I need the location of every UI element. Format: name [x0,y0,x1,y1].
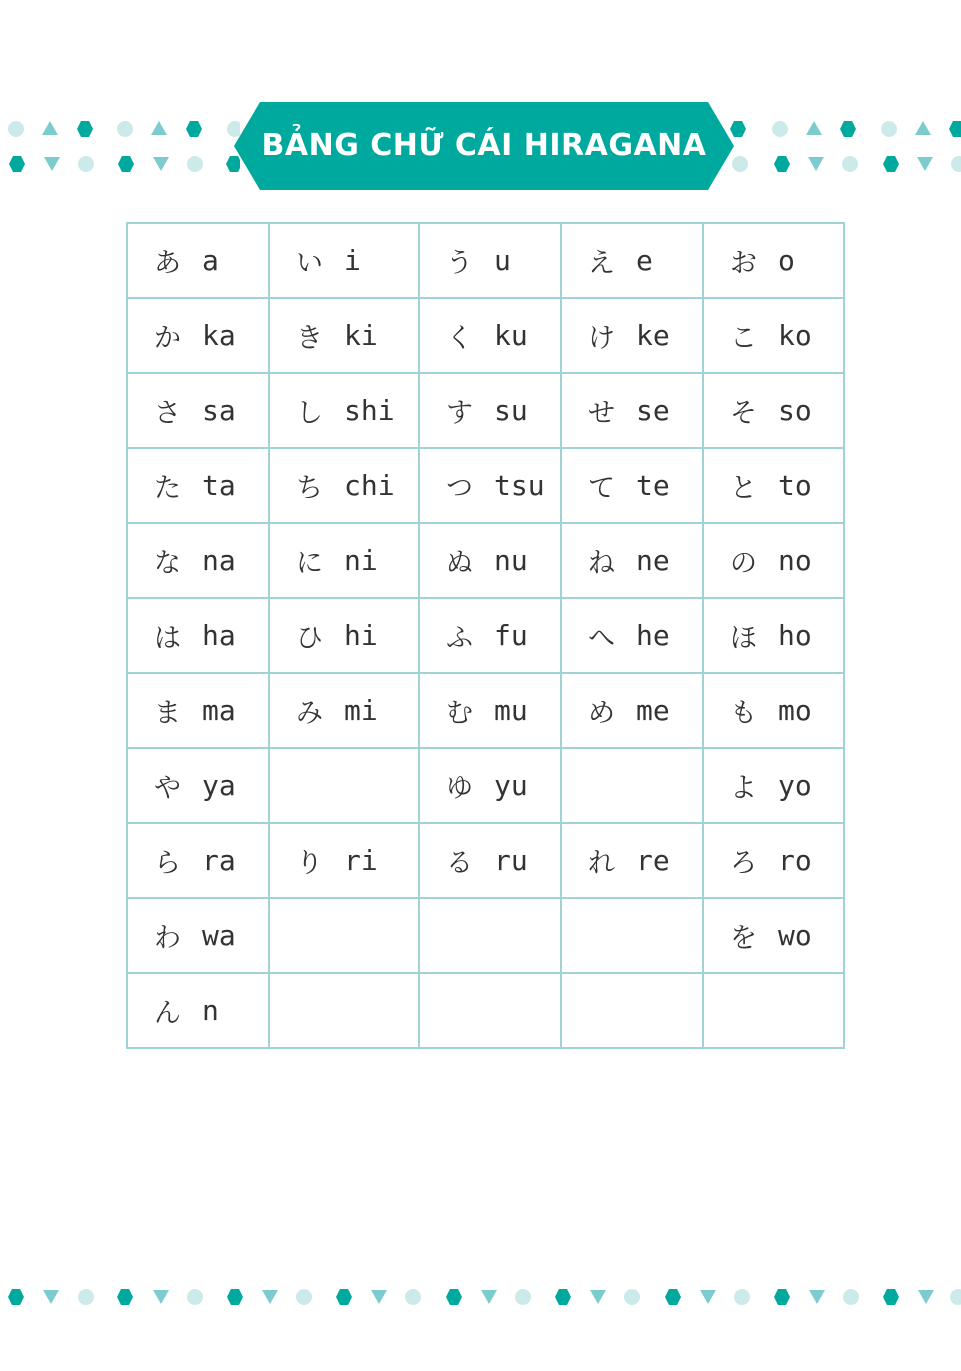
hiragana-character: り [296,848,323,879]
table-cell [127,748,269,823]
table-cell [561,298,703,373]
table-cell [269,748,419,823]
shape-pattern-icon [728,153,961,175]
table-cell [561,898,703,973]
cell-content [420,224,560,297]
hiragana-character: ま [154,698,181,729]
hiragana-character: え [588,248,615,279]
table-cell [269,298,419,373]
romaji-reading: ho [778,619,812,652]
cell-content [270,974,418,1047]
table-cell [561,373,703,448]
hiragana-character: や [154,773,181,804]
hiragana-character: き [296,323,323,354]
romaji-reading: yu [494,769,528,802]
table-cell [561,823,703,898]
table-cell [703,598,844,673]
cell-content [562,974,702,1047]
hiragana-character: い [296,248,323,279]
cell-content [420,749,560,822]
cell-content [562,224,702,297]
table-cell [561,448,703,523]
table-cell [127,898,269,973]
hiragana-character: つ [446,473,473,504]
hiragana-character: む [446,698,473,729]
romaji-reading: shi [344,394,395,427]
cell-content [270,449,418,522]
hiragana-character: た [154,473,181,504]
table-cell [703,748,844,823]
shape-pattern-icon [0,1286,961,1308]
table-cell [419,523,561,598]
table-cell [127,223,269,298]
top-decoration-right-row-2 [728,153,961,175]
shape-pattern-icon [0,118,240,140]
romaji-reading: ta [202,469,236,502]
hiragana-table [126,222,845,1049]
table-row [127,373,844,448]
hiragana-character: ほ [730,623,757,654]
hiragana-character: る [446,848,473,879]
hiragana-character: ら [154,848,181,879]
romaji-reading: yo [778,769,812,802]
hiragana-character: れ [588,848,615,879]
romaji-reading: hi [344,619,378,652]
romaji-reading: wo [778,919,812,952]
cell-content [562,374,702,447]
romaji-reading: so [778,394,812,427]
romaji-reading: ro [778,844,812,877]
hiragana-character: へ [588,623,615,654]
table-cell [269,973,419,1048]
cell-content [270,224,418,297]
romaji-reading: ki [344,319,378,352]
table-cell [127,823,269,898]
cell-content [562,599,702,672]
cell-content [420,824,560,897]
table-cell [127,373,269,448]
romaji-reading: ni [344,544,378,577]
cell-content [704,449,843,522]
table-cell [703,823,844,898]
hiragana-character: ね [588,548,615,579]
hiragana-character: ふ [446,623,473,654]
cell-content [128,599,268,672]
romaji-reading: to [778,469,812,502]
romaji-reading: a [202,244,219,277]
cell-content [270,524,418,597]
table-row [127,298,844,373]
cell-content [562,674,702,747]
romaji-reading: sa [202,394,236,427]
top-decoration-right-row-1 [728,118,961,140]
cell-content [704,674,843,747]
hiragana-character: め [588,698,615,729]
romaji-reading: ko [778,319,812,352]
hiragana-character: て [588,473,615,504]
romaji-reading: ru [494,844,528,877]
cell-content [704,224,843,297]
cell-content [420,599,560,672]
cell-content [704,899,843,972]
romaji-reading: ma [202,694,236,727]
hiragana-character: は [154,623,181,654]
romaji-reading: te [636,469,670,502]
table-cell [269,523,419,598]
cell-content [562,299,702,372]
cell-content [704,299,843,372]
hiragana-character: そ [730,398,757,429]
romaji-reading: ne [636,544,670,577]
hiragana-character: さ [154,398,181,429]
romaji-reading: i [344,244,361,277]
romaji-reading: ya [202,769,236,802]
cell-content [420,674,560,747]
cell-content [562,749,702,822]
romaji-reading: he [636,619,670,652]
table-cell [419,898,561,973]
romaji-reading: chi [344,469,395,502]
table-cell [561,223,703,298]
table-cell [703,523,844,598]
table-row [127,223,844,298]
table-row [127,448,844,523]
romaji-reading: wa [202,919,236,952]
table-cell [561,523,703,598]
romaji-reading: ku [494,319,528,352]
table-row [127,898,844,973]
hiragana-character: に [296,548,323,579]
hiragana-character: く [446,323,473,354]
table-cell [419,598,561,673]
hiragana-character: け [588,323,615,354]
table-cell [561,973,703,1048]
cell-content [128,449,268,522]
romaji-reading: no [778,544,812,577]
romaji-reading: ri [344,844,378,877]
cell-content [420,974,560,1047]
table-cell [561,748,703,823]
cell-content [128,974,268,1047]
cell-content [270,374,418,447]
cell-content [270,599,418,672]
hiragana-character: ん [154,998,181,1029]
romaji-reading: e [636,244,653,277]
cell-content [420,299,560,372]
table-cell [703,223,844,298]
hiragana-character: と [730,473,757,504]
hiragana-character: ぬ [446,548,473,579]
romaji-reading: se [636,394,670,427]
romaji-reading: ha [202,619,236,652]
romaji-reading: mi [344,694,378,727]
cell-content [270,674,418,747]
table-cell [127,598,269,673]
cell-content [128,899,268,972]
cell-content [128,374,268,447]
romaji-reading: fu [494,619,528,652]
table-row [127,523,844,598]
table-cell [419,448,561,523]
hiragana-character: を [730,923,757,954]
table-cell [419,673,561,748]
cell-content [562,899,702,972]
cell-content [704,974,843,1047]
title-banner [234,102,734,190]
table-cell [703,898,844,973]
romaji-reading: ra [202,844,236,877]
table-cell [127,298,269,373]
cell-content [704,749,843,822]
table-cell [703,373,844,448]
cell-content [420,899,560,972]
romaji-reading: n [202,994,219,1027]
romaji-reading: na [202,544,236,577]
top-decoration-left-row-2 [0,153,240,175]
table-cell [269,448,419,523]
table-cell [419,223,561,298]
romaji-reading: re [636,844,670,877]
cell-content [704,524,843,597]
table-cell [269,673,419,748]
hiragana-character: も [730,698,757,729]
top-decoration-left-row-1 [0,118,240,140]
table-cell [419,373,561,448]
page-title: BẢNG CHỮ CÁI HIRAGANA [261,128,707,163]
cell-content [562,524,702,597]
table-cell [127,523,269,598]
table-cell [269,598,419,673]
table-row [127,673,844,748]
table-cell [269,898,419,973]
table-row [127,748,844,823]
cell-content [270,299,418,372]
table-cell [127,448,269,523]
hiragana-character: み [296,698,323,729]
table-cell [703,673,844,748]
table-cell [561,598,703,673]
hiragana-character: ち [296,473,323,504]
romaji-reading: tsu [494,469,545,502]
romaji-reading: ka [202,319,236,352]
cell-content [270,899,418,972]
hiragana-character: な [154,548,181,579]
table-row [127,598,844,673]
hiragana-character: し [296,398,323,429]
romaji-reading: su [494,394,528,427]
cell-content [128,749,268,822]
table-cell [419,748,561,823]
table-cell [269,373,419,448]
table-cell [561,673,703,748]
romaji-reading: ke [636,319,670,352]
table-cell [419,823,561,898]
table-cell [419,973,561,1048]
table-cell [269,223,419,298]
table-cell [127,973,269,1048]
cell-content [128,674,268,747]
shape-pattern-icon [0,153,240,175]
table-cell [127,673,269,748]
cell-content [420,524,560,597]
romaji-reading: u [494,244,511,277]
hiragana-character: こ [730,323,757,354]
table-row [127,823,844,898]
hiragana-character: よ [730,773,757,804]
table-cell [703,973,844,1048]
cell-content [128,524,268,597]
cell-content [704,824,843,897]
hiragana-character: ろ [730,848,757,879]
table-cell [419,298,561,373]
cell-content [562,824,702,897]
cell-content [704,374,843,447]
romaji-reading: nu [494,544,528,577]
cell-content [420,374,560,447]
cell-content [270,749,418,822]
cell-content [128,824,268,897]
hiragana-character: か [154,323,181,354]
cell-content [420,449,560,522]
cell-content [704,599,843,672]
hiragana-table-body [127,223,844,1048]
romaji-reading: o [778,244,795,277]
romaji-reading: mo [778,694,812,727]
romaji-reading: me [636,694,670,727]
hiragana-character: の [730,548,757,579]
hiragana-character: ひ [296,623,323,654]
cell-content [128,224,268,297]
hiragana-character: う [446,248,473,279]
hiragana-character: わ [154,923,181,954]
table-cell [703,298,844,373]
table-cell [269,823,419,898]
hiragana-character: お [730,248,757,279]
hiragana-character: ゆ [446,773,473,804]
cell-content [562,449,702,522]
bottom-decoration-row [0,1286,961,1308]
hiragana-character: あ [154,248,181,279]
shape-pattern-icon [728,118,961,140]
hiragana-character: せ [588,398,615,429]
hiragana-character: す [446,398,473,429]
cell-content [128,299,268,372]
table-row [127,973,844,1048]
table-cell [703,448,844,523]
romaji-reading: mu [494,694,528,727]
cell-content [270,824,418,897]
